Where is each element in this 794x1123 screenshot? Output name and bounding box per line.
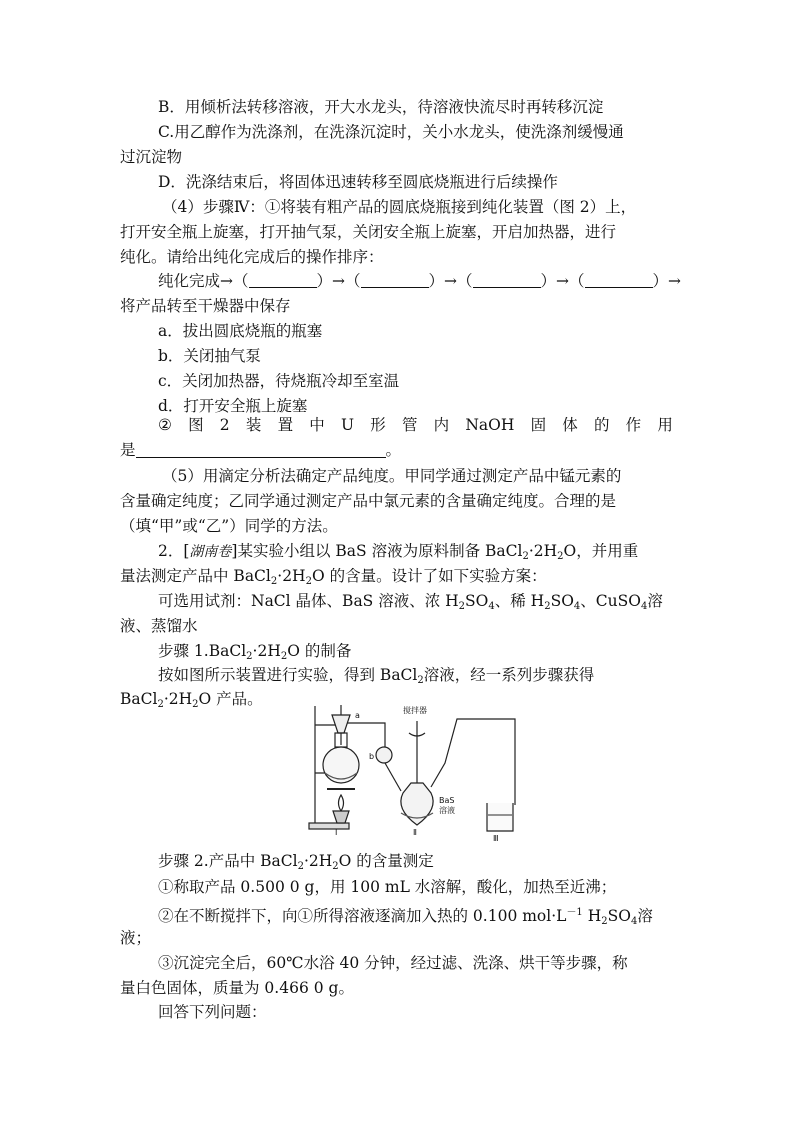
text: SO xyxy=(465,592,489,610)
text: O 的含量测定 xyxy=(338,852,434,870)
subscript: 4 xyxy=(640,601,648,612)
answer-blank-5[interactable] xyxy=(136,441,386,458)
text: 溶 xyxy=(637,907,653,925)
reagents-line1 xyxy=(158,590,663,618)
subscript: 2 xyxy=(157,699,164,710)
part4-line1: （4）步骤Ⅳ：①将装有粗产品的圆底烧瓶接到纯化装置（图 2）上， xyxy=(162,198,637,216)
subscript: 2 xyxy=(192,699,199,710)
subscript: 2 xyxy=(270,576,278,587)
text: ②在不断搅拌下，向①所得溶液逐滴加入热的 0.100 mol·L xyxy=(158,907,567,925)
three-neck-flask xyxy=(401,783,433,825)
text: ]某实验小组以 BaS 溶液为原料制备 BaCl xyxy=(231,542,523,560)
q2-word: U xyxy=(340,416,355,434)
label-stirrer: 搅拌器 xyxy=(403,706,427,715)
tube-a xyxy=(347,723,385,735)
text: BaCl xyxy=(120,690,158,708)
text: 步骤 1.BaCl xyxy=(158,642,247,660)
apparatus-III xyxy=(487,803,513,831)
label-solution: 溶液 xyxy=(439,806,455,815)
part4-line2: 打开安全瓶上旋塞，打开抽气泵，关闭安全瓶上旋塞，开启加热器，进行 xyxy=(120,223,617,241)
q2-word: 形 xyxy=(370,416,386,434)
seq-mid2: ）→（ xyxy=(428,272,473,290)
label-b: b xyxy=(369,752,375,761)
question-2-line xyxy=(158,414,673,436)
beaker xyxy=(487,803,513,831)
q2-word: 用 xyxy=(657,416,673,434)
q2-word: 体 xyxy=(562,416,578,434)
subscript: 2 xyxy=(305,576,312,587)
option-d-step: d．打开安全瓶上旋塞 xyxy=(158,397,308,415)
text: ·2H xyxy=(163,690,193,708)
text: 溶液，经一系列步骤获得 xyxy=(423,666,595,684)
part5-line3: （填“甲”或“乙”）同学的方法。 xyxy=(120,517,338,535)
reagents-line2: 液、蒸馏水 xyxy=(120,617,198,635)
subscript: 2 xyxy=(522,551,529,562)
q2-word: 中 xyxy=(309,416,325,434)
q2-word: 管 xyxy=(401,416,418,434)
burner xyxy=(333,811,349,823)
step2-item1: ①称取产品 0.500 0 g，用 100 mL 水溶解，酸化，加热至近沸； xyxy=(158,878,617,896)
gas-tube xyxy=(431,719,515,805)
subscript: 4 xyxy=(488,601,495,612)
label-a: a xyxy=(355,711,360,720)
option-c-step: c．关闭加热器，待烧瓶冷却至室温 xyxy=(158,372,400,390)
tube-to-flask xyxy=(385,763,401,791)
text: 可选用试剂：NaCl 晶体、BaS 溶液、浓 H xyxy=(158,592,459,610)
text: ·2H xyxy=(277,567,306,585)
text: 步骤 2.产品中 BaCl xyxy=(158,852,298,870)
subscript: 2 xyxy=(332,861,339,872)
sequence-line xyxy=(158,270,681,292)
q2-word: 内 xyxy=(433,416,450,434)
seq-tail: 将产品转至干燥器中保存 xyxy=(120,297,291,315)
apparatus-I xyxy=(309,705,385,829)
q2-word: 2 xyxy=(219,416,230,434)
text: SO xyxy=(607,907,631,925)
step1-text2 xyxy=(120,688,263,716)
text: O 的含量。设计了如下实验方案： xyxy=(311,567,547,585)
text: 按如图所示装置进行实验，得到 BaCl xyxy=(158,666,418,684)
step2-title xyxy=(158,850,434,878)
text: H xyxy=(582,907,602,925)
q2-word: 的 xyxy=(593,416,610,434)
label-I: Ⅰ xyxy=(335,828,338,837)
problem2-intro1 xyxy=(158,540,638,568)
text: 、稀 H xyxy=(494,592,545,610)
part4-line3: 纯化。请给出纯化完成后的操作排序： xyxy=(120,248,384,266)
label-bas: BaS xyxy=(439,796,455,805)
option-a-step: a．拔出圆底烧瓶的瓶塞 xyxy=(158,322,323,340)
q2-word: ② xyxy=(158,416,172,434)
q2-end: 。 xyxy=(385,441,402,459)
step2-item3-line2: 量白色固体，质量为 0.466 0 g。 xyxy=(120,979,354,997)
seq-end: ）→ xyxy=(652,272,681,290)
text: 、CuSO xyxy=(580,592,641,610)
text: SO xyxy=(550,592,574,610)
seq-start: 纯化完成→（ xyxy=(158,272,249,290)
subscript: 2 xyxy=(280,651,288,662)
subscript: 2 xyxy=(297,861,304,872)
q2-word: 装 xyxy=(245,416,262,434)
label-II: Ⅱ xyxy=(413,828,417,837)
q2-word: 置 xyxy=(277,416,294,434)
seq-mid3: ）→（ xyxy=(540,272,585,290)
flame xyxy=(339,795,344,811)
dropping-funnel xyxy=(332,715,350,733)
subscript: 2 xyxy=(246,651,253,662)
source-label: 湖南卷 xyxy=(189,544,232,560)
subscript: 2 xyxy=(544,601,551,612)
option-b: B．用倾析法转移溶液，开大水龙头，待溶液快流尽时再转移沉淀 xyxy=(158,98,604,116)
label-III: Ⅲ xyxy=(493,834,499,843)
q2-word: 作 xyxy=(625,416,642,434)
stand-base xyxy=(309,823,349,829)
option-d: D．洗涤结束后，将固体迅速转移至圆底烧瓶进行后续操作 xyxy=(158,173,558,191)
subscript: 4 xyxy=(573,601,581,612)
q2-word: NaOH xyxy=(465,416,515,434)
subscript: 2 xyxy=(557,551,564,562)
round-flask xyxy=(323,747,359,783)
answer-blank-2[interactable] xyxy=(361,272,429,288)
bulb-b xyxy=(376,747,392,763)
text: 2．[ xyxy=(158,542,190,560)
text: 溶 xyxy=(647,592,663,610)
q2-word: 固 xyxy=(530,416,547,434)
seq-mid1: ）→（ xyxy=(316,272,361,290)
answer-prompt: 回答下列问题： xyxy=(158,1003,267,1021)
text: O 产品。 xyxy=(198,690,263,708)
option-c-line2: 过沉淀物 xyxy=(120,148,183,166)
subscript: 2 xyxy=(601,916,608,927)
q2-start: 是 xyxy=(120,441,136,459)
apparatus-figure xyxy=(305,703,525,843)
subscript: 2 xyxy=(417,675,424,686)
q2-word: 图 xyxy=(188,416,204,434)
superscript: －1 xyxy=(566,907,583,918)
text: ·2H xyxy=(252,642,281,660)
question-2-answer-line xyxy=(120,439,401,461)
text: ·2H xyxy=(528,542,558,560)
step2-item2-line2: 液； xyxy=(120,929,152,947)
subscript: 2 xyxy=(458,601,466,612)
answer-blank-3[interactable] xyxy=(473,272,541,288)
text: 量法测定产品中 BaCl xyxy=(120,567,271,585)
part5-line1: （5）用滴定分析法确定产品纯度。甲同学通过测定产品中锰元素的 xyxy=(162,467,622,485)
answer-blank-4[interactable] xyxy=(585,272,653,288)
part5-line2: 含量确定纯度；乙同学通过测定产品中氯元素的含量确定纯度。合理的是 xyxy=(120,492,617,510)
option-c-line1: C.用乙醇作为洗涤剂，在洗涤沉淀时，关小水龙头，使洗涤剂缓慢通 xyxy=(158,123,624,141)
option-b-step: b．关闭抽气泵 xyxy=(158,347,261,365)
text: O 的制备 xyxy=(287,642,352,660)
subscript: 4 xyxy=(630,916,638,927)
text: O，并用重 xyxy=(563,542,639,560)
problem2-intro2 xyxy=(120,565,547,593)
answer-blank-1[interactable] xyxy=(249,272,317,288)
step2-item3-line1: ③沉淀完全后，60℃水浴 40 分钟，经过滤、洗涤、烘干等步骤，称 xyxy=(158,954,628,972)
step2-item2 xyxy=(158,902,653,933)
text: ·2H xyxy=(303,852,333,870)
